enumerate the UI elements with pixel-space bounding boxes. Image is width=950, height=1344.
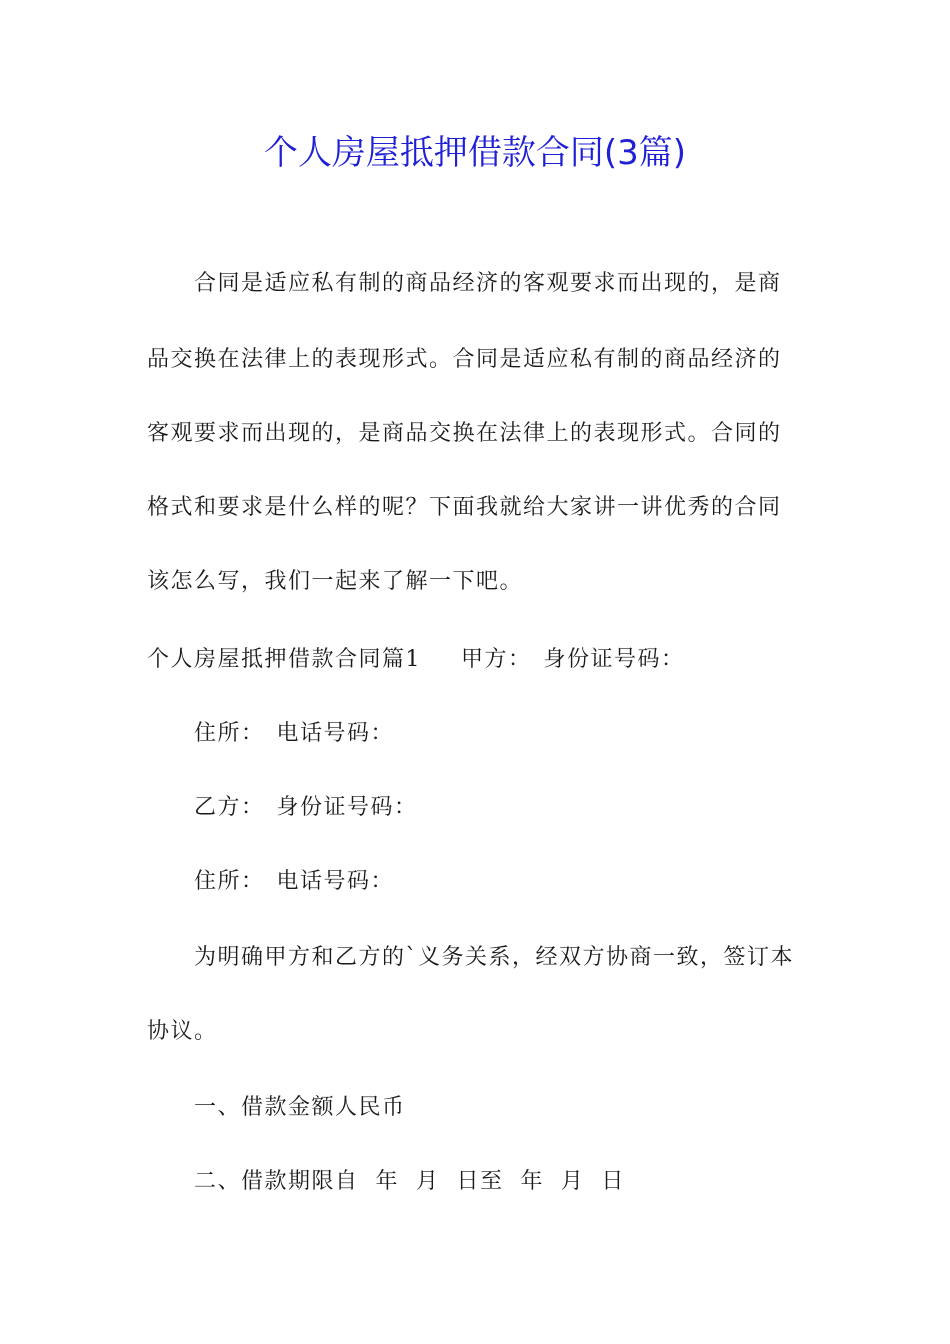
section-heading-line [147,644,807,676]
party-b-id-label: 身份证号码： [276,795,418,820]
intro-line-4: 格式和要求是什么样的呢？下面我就给大家讲一讲优秀的合同 [147,495,782,520]
party-b-label: 乙方： [194,795,265,820]
party-a-address-label: 住所： [194,721,265,746]
intro-line-2: 品交换在法律上的表现形式。合同是适应私有制的商品经济的 [147,347,782,372]
party-a-address-line [194,718,854,750]
intro-line-3: 客观要求而出现的，是商品交换在法律上的表现形式。合同的 [147,421,782,446]
agreement-line-2: 协议。 [147,1019,218,1044]
section-heading: 个人房屋抵押借款合同篇1 [147,647,421,672]
agreement-line-1: 为明确甲方和乙方的`义务关系，经双方协商一致，签订本 [194,945,795,970]
intro-line-1: 合同是适应私有制的商品经济的客观要求而出现的，是商 [194,271,782,296]
party-b-address-label: 住所： [194,869,265,894]
party-a-label: 甲方： [461,647,532,672]
document-title: 个人房屋抵押借款合同(3篇) [263,133,687,173]
party-b-address-line [194,866,854,898]
clause-loan-term: 二、借款期限自 年 月 日至 年 月 日 [194,1169,625,1194]
party-b-phone-label: 电话号码： [276,869,395,894]
party-a-id-label: 身份证号码： [543,647,685,672]
intro-line-5: 该怎么写，我们一起来了解一下吧。 [147,569,524,594]
clause-loan-amount: 一、借款金额人民币 [194,1095,406,1120]
party-b-line [194,792,854,824]
party-a-phone-label: 电话号码： [276,721,395,746]
